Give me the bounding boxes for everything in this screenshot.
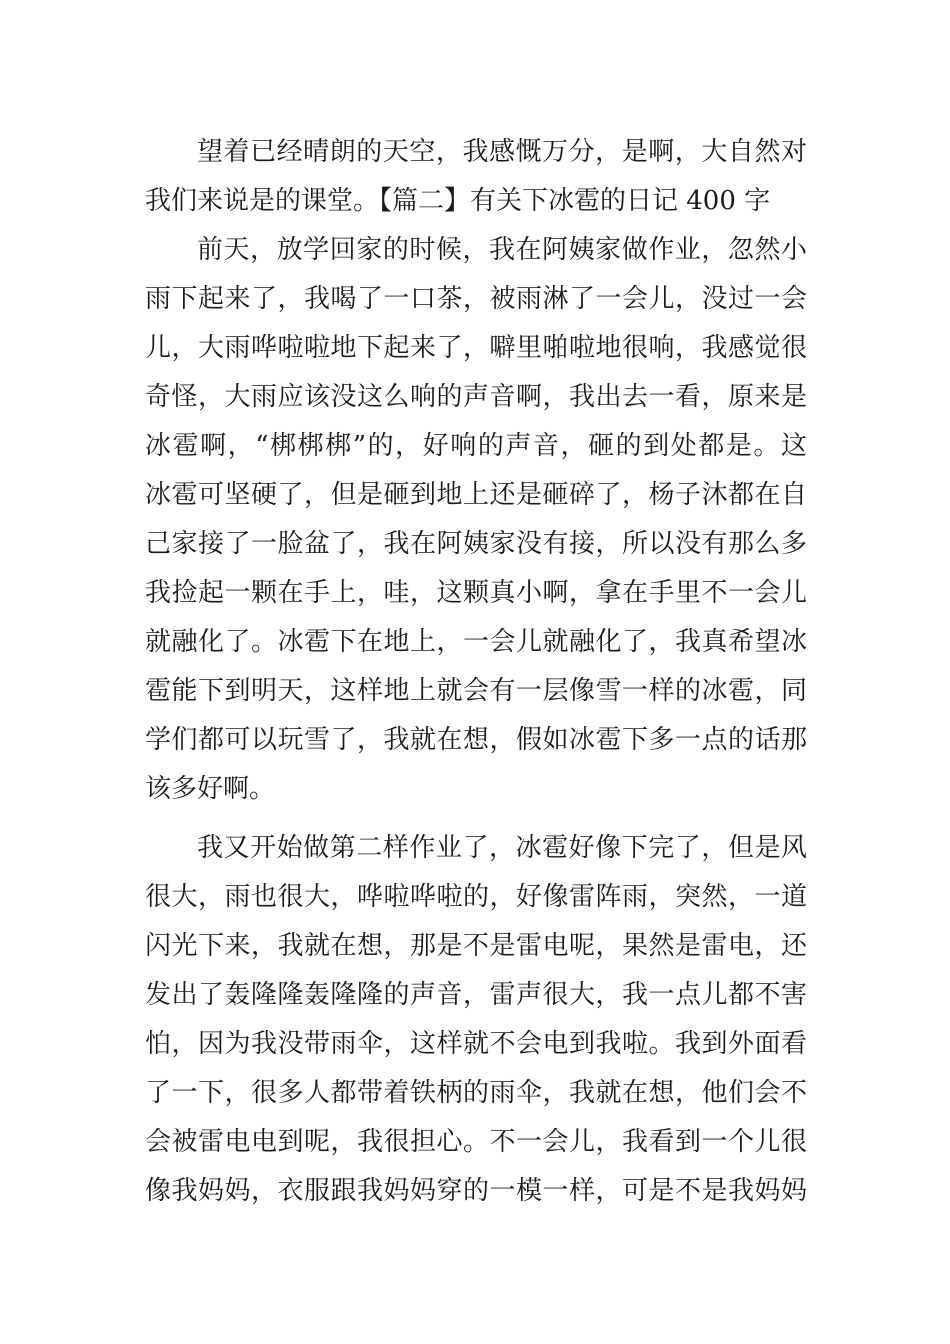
paragraph — [145, 824, 807, 1216]
text-line: 学们都可以玩雪了，我就在想，假如冰雹下多一点的话那 — [145, 725, 807, 755]
text-line: 望着已经晴朗的天空，我感慨万分，是啊，大自然对 — [197, 137, 807, 167]
text-line: 发出了轰隆隆轰隆隆的声音，雷声很大，我一点儿都不害 — [145, 980, 807, 1010]
text-line: 我又开始做第二样作业了，冰雹好像下完了，但是风 — [197, 833, 807, 863]
document-body — [145, 128, 807, 1216]
text-line: 己家接了一脸盆了，我在阿姨家没有接，所以没有那么多 — [145, 529, 807, 559]
paragraph — [145, 226, 807, 814]
text-line: 我捡起一颗在手上，哇，这颗真小啊，拿在手里不一会儿 — [145, 578, 807, 608]
text-line: 雹能下到明天，这样地上就会有一层像雪一样的冰雹，同 — [145, 676, 807, 706]
paragraph — [145, 128, 807, 226]
text-line: 闪光下来，我就在想，那是不是雷电呢，果然是雷电，还 — [145, 931, 807, 961]
text-line: 我们来说是的课堂。【篇二】有关下冰雹的日记 400 字 — [145, 186, 771, 216]
text-line: 冰雹啊，“梆梆梆”的，好响的声音，砸的到处都是。这 — [145, 431, 807, 461]
text-line: 很大，雨也很大，哗啦哗啦的，好像雷阵雨，突然，一道 — [145, 882, 807, 912]
text-line: 该多好啊。 — [145, 774, 276, 804]
text-line: 儿，大雨哗啦啦地下起来了，噼里啪啦地很响，我感觉很 — [145, 333, 807, 363]
text-line: 了一下，很多人都带着铁柄的雨伞，我就在想，他们会不 — [145, 1078, 807, 1108]
text-line: 前天，放学回家的时候，我在阿姨家做作业，忽然小 — [197, 235, 807, 265]
text-line: 奇怪，大雨应该没这么响的声音啊，我出去一看，原来是 — [145, 382, 807, 412]
text-line: 冰雹可坚硬了，但是砸到地上还是砸碎了，杨子沐都在自 — [145, 480, 807, 510]
text-line: 会被雷电电到呢，我很担心。不一会儿，我看到一个儿很 — [145, 1127, 807, 1157]
text-line: 雨下起来了，我喝了一口茶，被雨淋了一会儿，没过一会 — [145, 284, 807, 314]
paragraph-spacer — [145, 814, 807, 824]
text-line: 怕，因为我没带雨伞，这样就不会电到我啦。我到外面看 — [145, 1029, 807, 1059]
text-line: 像我妈妈，衣服跟我妈妈穿的一模一样，可是不是我妈妈 — [145, 1176, 807, 1206]
text-line: 就融化了。冰雹下在地上，一会儿就融化了，我真希望冰 — [145, 627, 807, 657]
